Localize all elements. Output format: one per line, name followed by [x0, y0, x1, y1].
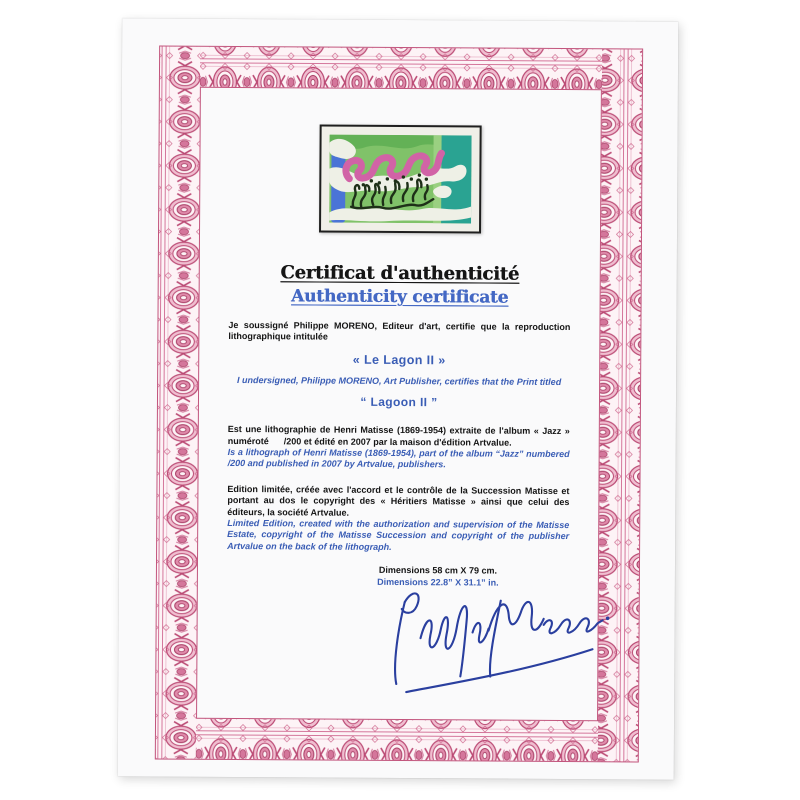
artwork-image — [329, 135, 472, 224]
certificate-title-english: Authenticity certificate — [290, 286, 509, 308]
rights-statement-english: Limited Edition, created with the authorization and supervision of the Matisse Estate, copyright of the Matisse Succession and copyright of the publisher Artvalue on the back of the lithograph. — [227, 518, 572, 552]
dimensions-metric: Dimensions 58 cm X 79 cm. — [378, 565, 498, 576]
statement-intro-french: Je soussigné Philippe MORENO, Editeur d'art, certifie que la reproduction lithographique intitulée — [228, 319, 573, 342]
certificate-paper — [118, 18, 679, 779]
edition-statement-english: Is a lithograph of Henri Matisse (1869-1954), part of the album “Jazz” numbered /200 and published in 2007 by Artvalue, publishers. — [227, 446, 585, 470]
artwork-frame — [319, 125, 482, 234]
rights-statement-french: Edition limitée, créée avec l'accord et le contrôle de la Succession Matisse et portant au dos le copyright des « Héritiers Matisse » ainsi que celui des éditeurs, la société Artvalue. — [227, 483, 572, 518]
edition-statement-french: Est une lithographie de Henri Matisse (1869-1954) extraite de l'album « Jazz » numéroté /200 et édité en 2007 par la maison d'édition Artvalue. — [227, 424, 573, 448]
statement-intro-english: I undersigned, Philippe MORENO, Art Publisher, certifies that the Print titled — [236, 374, 562, 387]
dimensions-imperial: Dimensions 22.8” X 31.1” in. — [377, 576, 499, 588]
certificate-title-french: Certificat d'authenticité — [280, 262, 520, 285]
print-title-french: « Le Lagon II » — [352, 352, 446, 368]
signature — [376, 572, 629, 710]
print-title-english: “ Lagoon II ” — [360, 394, 438, 410]
